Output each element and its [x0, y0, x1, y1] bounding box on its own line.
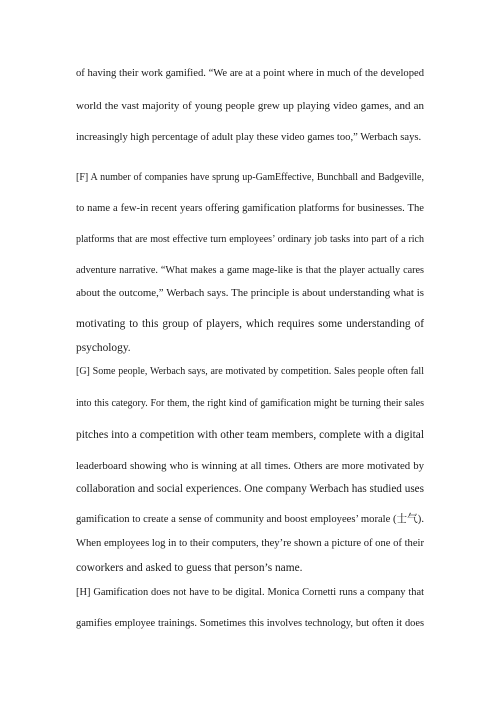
- text-line: gamifies employee trainings. Sometimes this involves technology, but often it does: [76, 618, 424, 629]
- text-line: of having their work gamified. “We are at a point where in much of the developed: [76, 68, 424, 79]
- text-line: about the outcome,” Werbach says. The principle is about understanding what is: [76, 287, 424, 299]
- text-line: adventure narrative. “What makes a game mage-like is that the player actually cares: [76, 265, 424, 276]
- text-line: platforms that are most effective turn employees’ ordinary job tasks into part of a rich: [76, 234, 424, 245]
- text-line: increasingly high percentage of adult play these video games too,” Werbach says.: [76, 132, 422, 143]
- text-line: gamification to create a sense of community and boost employees’ morale (士气).: [76, 514, 424, 525]
- text-line: [H] Gamification does not have to be digital. Monica Cornetti runs a company that: [76, 587, 424, 598]
- text-line: psychology.: [76, 342, 131, 354]
- text-line: motivating to this group of players, which requires some understanding of: [76, 318, 424, 330]
- text-line: coworkers and asked to guess that person’s name.: [76, 562, 303, 574]
- text-line: pitches into a competition with other team members, complete with a digital: [76, 429, 424, 441]
- text-line: leaderboard showing who is winning at all times. Others are more motivated by: [76, 460, 424, 472]
- text-line: world the vast majority of young people grew up playing video games, and an: [76, 100, 424, 112]
- text-line: [F] A number of companies have sprung up-GamEffective, Bunchball and Badgeville,: [76, 172, 424, 183]
- text-line: to name a few-in recent years offering gamification platforms for businesses. The: [76, 203, 424, 214]
- text-line: When employees log in to their computers, they’re shown a picture of one of their: [76, 538, 425, 549]
- text-line: [G] Some people, Werbach says, are motivated by competition. Sales people often fall: [76, 366, 424, 377]
- text-line: collaboration and social experiences. One company Werbach has studied uses: [76, 483, 424, 495]
- text-line: into this category. For them, the right kind of gamification might be turning their sales: [76, 398, 424, 409]
